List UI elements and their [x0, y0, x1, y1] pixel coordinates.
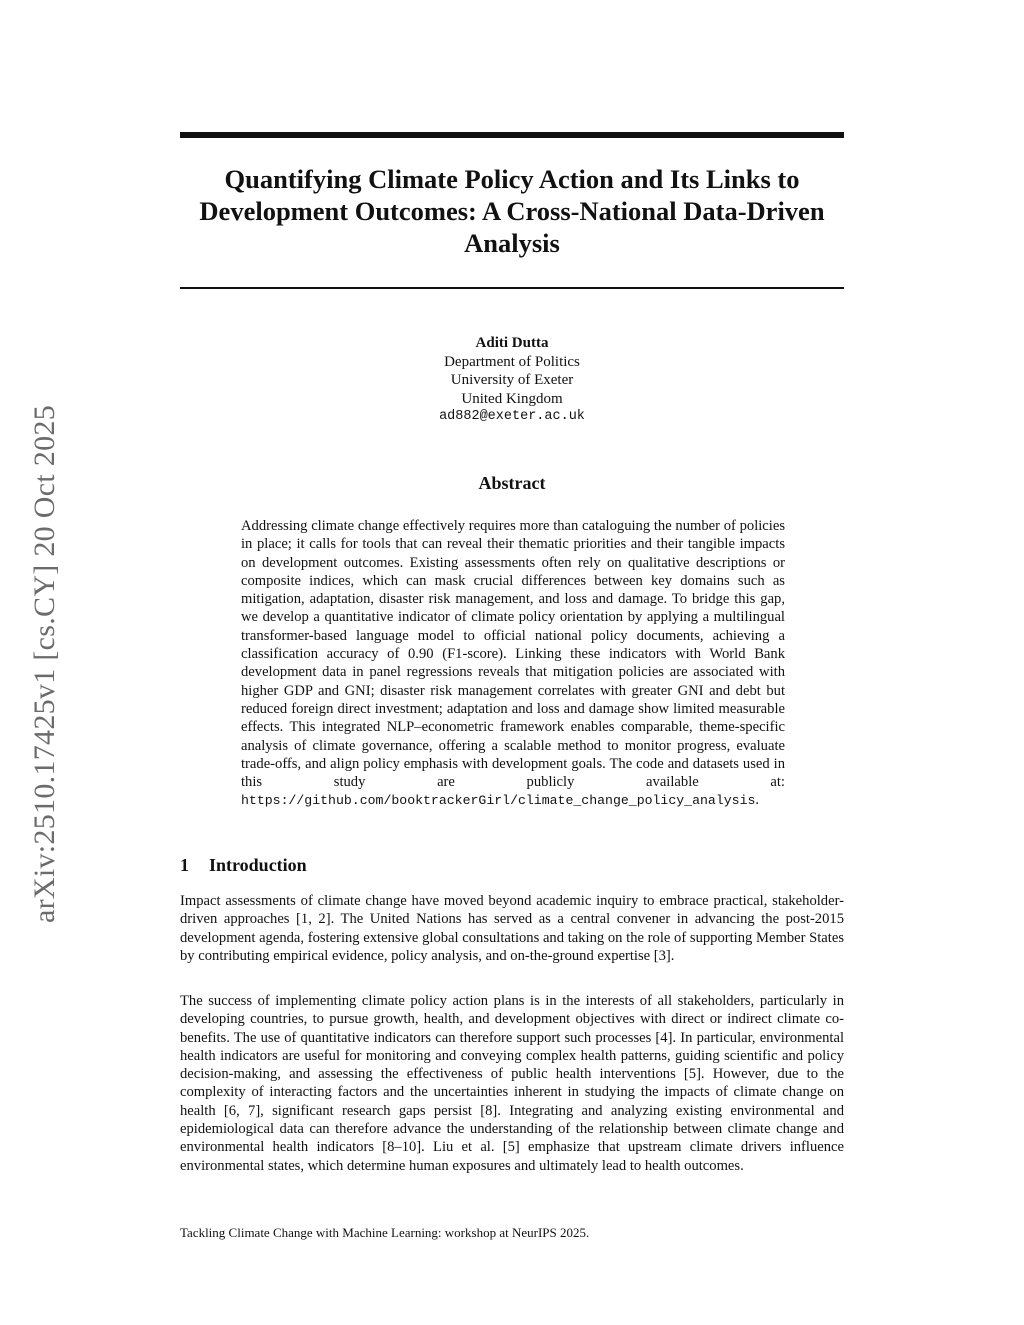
title-top-rule	[180, 132, 844, 138]
author-university: University of Exeter	[450, 372, 574, 388]
section-heading	[180, 855, 307, 876]
abstract-body-text: Addressing climate change effectively requires more than cataloguing the number of policies in place; it calls for tools that can reveal their thematic priorities and their tangible impacts on development outcomes. Existing assessments often rely on qualitative descriptions or composite indices, which can mask crucial differences between key domains such as mitigation, adaptation, disaster risk management, and loss and damage. To bridge this gap, we develop a quantitative indicator of climate policy orientation by applying a multilingual transformer-based language model to official national policy documents, achieving a classification accuracy of 0.90 (F1-score). Linking these indicators with World Bank development data in panel regressions reveals that mitigation policies are associated with higher GDP and GNI; disaster risk management correlates with greater GNI and debt but reduced foreign direct investment; adaptation and loss and damage show limited measurable effects. This integrated NLP–econometric framework enables comparable, theme-specific analysis of climate governance, offering a scalable method to monitor progress, evaluate trade-offs, and align policy emphasis with development goals. The code and datasets used in this study are publicly available at:	[241, 518, 785, 791]
author-country: United Kingdom	[461, 390, 563, 407]
abstract-text	[241, 517, 785, 811]
author-block	[180, 334, 844, 427]
arxiv-identifier: arXiv:2510.17425v1 [cs.CY] 20 Oct 2025	[28, 404, 61, 924]
abstract-heading: Abstract	[478, 473, 546, 493]
author-name: Aditi Dutta	[475, 335, 549, 351]
paper-title: Quantifying Climate Policy Action and Its Links to Development Outcomes: A Cross-National Data-Driven Analysis	[199, 164, 825, 258]
venue-footnote: Tackling Climate Change with Machine Learning: workshop at NeurIPS 2025.	[180, 1225, 590, 1240]
title-bottom-rule	[180, 287, 844, 289]
section-title: Introduction	[209, 855, 307, 875]
abstract-end: .	[755, 792, 760, 809]
author-department: Department of Politics	[444, 353, 580, 370]
intro-paragraph-2: The success of implementing climate policy action plans is in the interests of all stakeholders, particularly in developing countries, to pursue growth, health, and development objectives with direct or indirect climate co-benefits. The use of quantitative indicators can therefore support such processes [4]. In particular, environmental health indicators are useful for monitoring and conveying complex health patterns, guiding scientific and policy decision-making, and assessing the effectiveness of public health interventions [5]. However, due to the complexity of interacting factors and the uncertainties inherent in studying the impacts of climate change on health [6, 7], significant research gaps persist [8]. Integrating and analyzing existing environmental and epidemiological data can therefore advance the understanding of the relationship between climate change and environmental health indicators [8–10]. Liu et al. [5] emphasize that upstream climate drivers influence environmental states, which determine human exposures and ultimately lead to health outcomes.	[180, 993, 844, 1174]
intro-paragraph-1: Impact assessments of climate change have moved beyond academic inquiry to embrace practical, stakeholder-driven approaches [1, 2]. The United Nations has served as a central convener in advancing the post-2015 development agenda, fostering extensive global consultations and taking on the role of supporting Member States by contributing empirical evidence, policy analysis, and on-the-ground expertise [3].	[180, 893, 844, 964]
author-email[interactable]: ad882@exeter.ac.uk	[439, 409, 585, 424]
code-repository-link[interactable]: https://github.com/booktrackerGirl/climate_change_policy_analysis	[241, 793, 756, 809]
section-number: 1	[180, 855, 189, 875]
